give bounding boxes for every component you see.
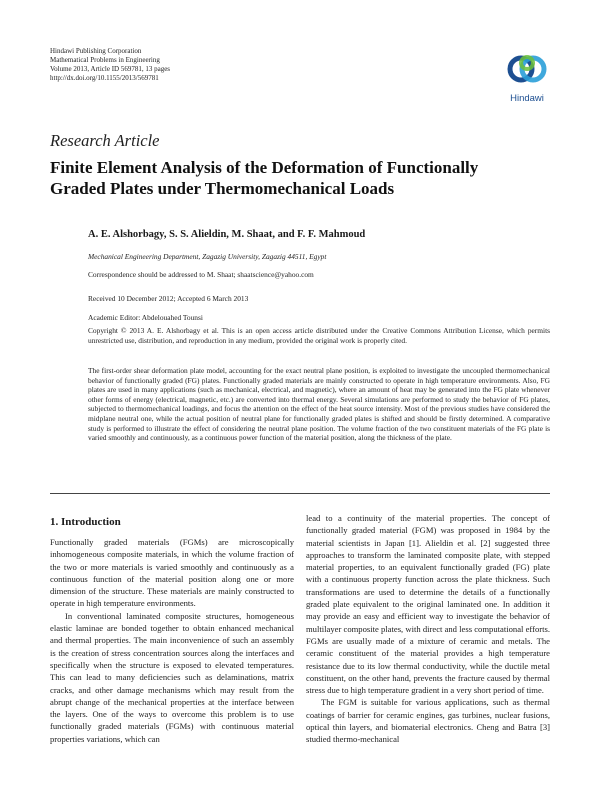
author-list: A. E. Alshorbagy, S. S. Alieldin, M. Shaat, and F. F. Mahmoud bbox=[88, 229, 366, 240]
article-type: Research Article bbox=[50, 131, 160, 150]
paragraph: In conventional laminated composite structures, homogeneous elastic laminae are bonded together to obtain enhanced mechanical and thermal properties. The main inconvenience of such an assembly is the creation of stress concentration sources along the interfaces and specifically when the structure is exposed to elevated temperatures. This can lead to many deficiencies such as delaminations, matrix cracks, and other damage mechanisms which may result from the abrupt change of the mechanical properties at the interface between the layers. One of the ways to overcome this problem is to use functionally graded materials (FGMs) with continuous material properties variations, which can bbox=[50, 610, 294, 744]
body-column-right bbox=[306, 512, 550, 746]
abstract: The first-order shear deformation plate model, accounting for the exact neutral plane position, is exploited to investigate the uncoupled thermomechanical behavior of functionally graded (FG) plates. Functionally graded materials are mainly constructed to operate in high temperature environments. Also, FG plates are used in many applications (such as mechanical, electrical, and magnetic), where an amount of heat may be generated into the FG plate whenever other forms of energy (electrical, magnetic, etc.) are converted into thermal energy. Several simulations are performed to study the behavior of FG plates, subjected to thermomechanical loadings, and focus the attention on the effect of the heat source intensity. Most of the previous studies have considered the midplane neutral one, while the actual position of neutral plane for functionally graded plates is shifted and should be firstly determined. A comparative study is performed to illustrate the effect of considering the neutral plane position. The volume fraction of the two constituent materials of the FG plate is varied smoothly and continuously, as a continuous power function of the material position, along the thickness of the plate. bbox=[88, 366, 550, 443]
paragraph: lead to a continuity of the material properties. The concept of functionally graded material (FGM) was proposed in 1984 by the material scientists in Japan [1]. Alieldin et al. [2] suggested three approaches to transform the laminated composite plate, with stepped material properties, to an equivalent functionally graded (FG) plate with a continuous property function across the plate thickness. Such transformations are used to determine the details of a functionally graded plate equivalent to the original laminated one. In addition it may provide an easy and efficient way to investigate the behavior of multilayer composite plates, with direct and less computational efforts. FGMs are usually made of a mixture of ceramic and metals. The ceramic constituent of the material provides a high temperature resistance due to its low thermal conductivity, while the ductile metal constituent, on the other hand, prevents the fracture caused by thermal stress due to high temperature gradient in a very short period of time. bbox=[306, 513, 550, 696]
received-accepted-dates: Received 10 December 2012; Accepted 6 March 2013 bbox=[88, 294, 249, 303]
publisher-name: Hindawi Publishing Corporation bbox=[50, 47, 142, 55]
article-title bbox=[50, 157, 550, 199]
copyright-notice: Copyright © 2013 A. E. Alshorbagy et al. This is an open access article distributed under the Creative Commons Attribution License, which permits unrestricted use, distribution, and reproduction in any medium, provided the original work is properly cited. bbox=[88, 326, 550, 345]
journal-name: Mathematical Problems in Engineering bbox=[50, 56, 160, 64]
title-line-1: Finite Element Analysis of the Deformation of Functionally bbox=[50, 158, 479, 177]
paragraph: The FGM is suitable for various applications, such as thermal coatings of barrier for ceramic engines, gas turbines, nuclear fusions, optical thin layers, and biomaterial electronics. Cheng and Batra [3] studied thermo-mechanical bbox=[306, 697, 550, 745]
section-divider bbox=[50, 493, 550, 494]
section-heading: 1. Introduction bbox=[50, 516, 121, 528]
academic-editor: Academic Editor: Abdelouahed Tounsi bbox=[88, 313, 203, 322]
body-column-left bbox=[50, 536, 294, 745]
correspondence: Correspondence should be addressed to M. Shaat; shaatscience@yahoo.com bbox=[88, 270, 314, 279]
affiliation: Mechanical Engineering Department, Zagazig University, Zagazig 44511, Egypt bbox=[88, 252, 327, 261]
paragraph: Functionally graded materials (FGMs) are microscopically inhomogeneous composite materials, in which the volume fraction of the two or more materials is varied smoothly and continuously as a continuous function of the material position along one or more dimension of the structure. These materials are mainly constructed to operate in high temperature environments. bbox=[50, 537, 294, 609]
hindawi-logo-text: Hindawi bbox=[510, 93, 544, 104]
journal-header bbox=[50, 47, 170, 83]
volume-info: Volume 2013, Article ID 569781, 13 pages bbox=[50, 65, 171, 73]
title-line-2: Graded Plates under Thermomechanical Loads bbox=[50, 179, 395, 198]
doi-link[interactable]: http://dx.doi.org/10.1155/2013/569781 bbox=[50, 74, 159, 82]
